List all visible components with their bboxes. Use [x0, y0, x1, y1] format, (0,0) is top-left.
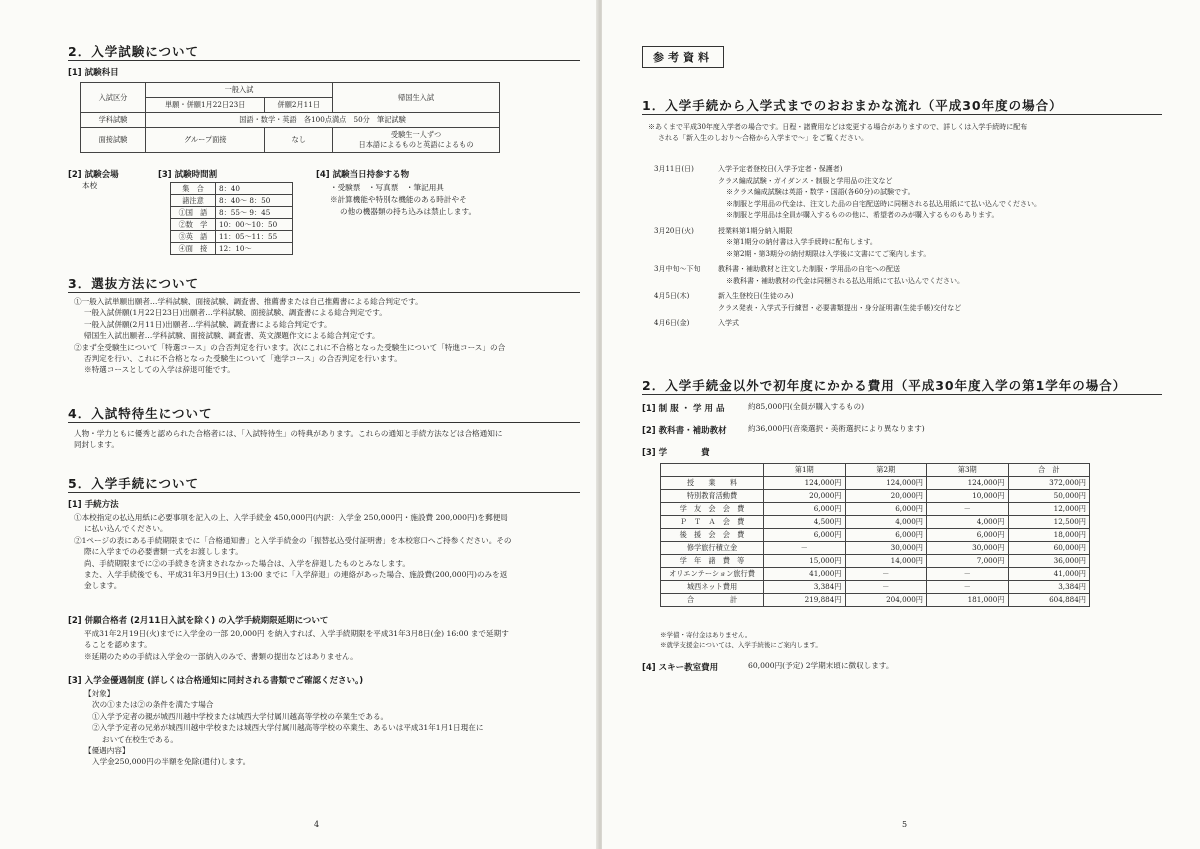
schedule-date: 3月20日(火) — [654, 226, 694, 235]
fee-amount: － — [764, 542, 846, 555]
schedule-line: 教科書・補助教材と注文した制服・学用品の自宅への配送 — [718, 265, 900, 273]
section-3-body: ①一般入試単願出願者…学科試験、面接試験、調査書、推薦書または自己推薦書による総合判定です。 一般入試併願(1月22日23日)出願者…学科試験、面接試験、調査書による総合判定です。 一般入試併願(2月11日)出願者…学科試験、調査書による総合判定です。 帰国生入試出願者…学科試験、面接試験、調査書、英文課題作文による総合判定です。 ②まず全受験生について「特選コース」の合否判定を行います。次にこれに不合格となった受験生について「特進コース」の合 否判定を行い、これに不合格となった受験生について「進学コース」の合否判定を行います。 ※特選コースとしての入学は辞退可能です。 — [74, 297, 506, 375]
flow-section-title: 1．入学手続から入学式までのおおまかな流れ（平成30年度の場合） — [642, 98, 1063, 113]
venue-value: 本校 — [82, 181, 98, 190]
procedure-heading: [1] 手続方法 — [68, 500, 119, 510]
fee-header-cell: 合 計 — [1008, 464, 1090, 477]
items-line: ※計算機能や特別な機能のある時計やそ — [330, 195, 467, 204]
costs-section-rule — [642, 394, 1162, 395]
fee-amount: 124,000円 — [845, 477, 927, 490]
schedule-line: 新入生登校日(生徒のみ) — [718, 292, 794, 300]
cost-ski-value: 60,000円(予定) 2学期末頃に徴収します。 — [748, 661, 894, 670]
schedule-date: 4月5日(木) — [654, 292, 690, 300]
fee-amount: － — [845, 581, 927, 594]
fee-row — [661, 477, 1090, 490]
fee-item-label: オリエンテーション旅行費 — [661, 568, 764, 581]
schedule-date: 3月11日(日) — [654, 165, 694, 173]
fee-amount: － — [845, 568, 927, 581]
schedule-line: ※制服と学用品は全員が購入するものの他に、希望者のみが購入するものもあります。 — [726, 211, 999, 219]
items-line: の他の機器類の持ち込みは禁止します。 — [340, 207, 477, 216]
deferral-heading: [2] 併願合格者 (2月11日入試を除く) の入学手続期限延期について — [68, 616, 329, 626]
fee-amount: 12,000円 — [1008, 503, 1090, 516]
exam-subjects-table — [80, 82, 500, 153]
fee-amount: 20,000円 — [845, 490, 927, 503]
fee-row — [661, 581, 1090, 594]
items-heading: [4] 試験当日持参する物 — [316, 170, 410, 180]
costs-section-title: 2．入学手続金以外で初年度にかかる費用（平成30年度入学の第1学年の場合） — [642, 378, 1127, 393]
fee-amount: 14,000円 — [845, 555, 927, 568]
timetable-row — [171, 231, 293, 243]
schedule-line: クラス発表・入学式予行練習・必要書類提出・身分証明書(生徒手帳)交付など — [718, 303, 962, 312]
cost-tuition-label: [3] 学 費 — [642, 448, 710, 458]
fee-header-cell — [661, 464, 764, 477]
venue-heading: [2] 試験会場 — [68, 170, 119, 180]
fee-amount: 18,000円 — [1008, 529, 1090, 542]
page-number: 5 — [902, 820, 908, 829]
cost-textbook-label: [2] 教科書・補助教材 — [642, 426, 727, 436]
timetable-heading: [3] 試験時間割 — [158, 170, 218, 180]
fee-row — [661, 516, 1090, 529]
flow-note: ※あくまで平成30年度入学者の場合です。日程・諸費用などは変更する場合がありますので、詳しくは入学手続時に配布 される「新入生のしおり～合格から入学まで～」をご覧ください。 — [648, 123, 1028, 142]
timetable-label: ③英 語 — [171, 231, 216, 243]
table-cell: 学科試験 — [81, 113, 146, 128]
fee-amount: 10,000円 — [927, 490, 1009, 503]
timetable-row — [171, 243, 293, 255]
cost-textbook-value: 約36,000円(音楽選択・美術選択により異なります) — [748, 424, 925, 433]
fee-amount: 60,000円 — [1008, 542, 1090, 555]
schedule-line: ※教科書・補助教材の代金は同梱される払込用紙にて払い込んでください。 — [726, 276, 964, 285]
fee-amount: 7,000円 — [927, 555, 1009, 568]
section-4-title: 4．入試特待生について — [68, 406, 213, 421]
fee-amount: 181,000円 — [927, 594, 1009, 607]
exam-subjects-heading: [1] 試験科目 — [68, 68, 119, 78]
table-cell: 一般入試 — [146, 83, 333, 98]
fee-amount: 3,384円 — [1008, 581, 1090, 594]
fee-amount: － — [927, 503, 1009, 516]
procedure-body: ①本校指定の払込用紙に必要事項を記入の上、入学手続金 450,000円(内訳：入学金 250,000円・施設費 200,000円)を郵便局 に払い込んでください。 ②1ページの表にある手続期限までに「合格通知書」と入学手続金の「振替払込受付証明書」を本校窓口へご持参ください。その 際に入学までの必要書類一式をお渡しします。 尚、手続期限までに②の手続きを済まされなかった場合は、入学を辞退したものとみなします。 また、入学手続後でも、平成31年3月9日(土) 13:00 までに「入学辞退」の連絡があった場合、施設費(200,000円)のみを返 金します。 — [74, 513, 512, 591]
fee-item-label: 特別教育活動費 — [661, 490, 764, 503]
timetable-label: 集 合 — [171, 183, 216, 195]
table-cell: 面接試験 — [81, 128, 146, 153]
fee-item-label: 城西ネット費用 — [661, 581, 764, 594]
fee-amount: 30,000円 — [927, 542, 1009, 555]
fee-row — [661, 542, 1090, 555]
timetable-label: ②数 学 — [171, 219, 216, 231]
fee-amount: 6,000円 — [764, 529, 846, 542]
fee-amount: 6,000円 — [764, 503, 846, 516]
deferral-body: 平成31年2月19日(火)までに入学金の一部 20,000円 を納入すれば、入学手続期限を平成31年3月8日(金) 16:00 まで延期す ることを認めます。 ※延期のための手続は入学金の一部納入のみで、書類の提出などはありません。 — [84, 629, 509, 661]
section-4-rule — [68, 422, 580, 423]
section-5-rule — [68, 492, 580, 493]
fee-header-cell: 第3期 — [927, 464, 1009, 477]
fee-item-label: 後 援 会 会 費 — [661, 529, 764, 542]
fee-header-cell: 第2期 — [845, 464, 927, 477]
schedule-line: ※クラス編成試験は英語・数学・国語(各60分)の試験です。 — [726, 188, 915, 196]
fee-amount: 6,000円 — [845, 529, 927, 542]
section-3-rule — [68, 292, 580, 293]
fee-amount: 124,000円 — [927, 477, 1009, 490]
fee-item-label: 修学旅行積立金 — [661, 542, 764, 555]
timetable-row — [171, 207, 293, 219]
section-4-body: 人物・学力ともに優秀と認められた合格者には、「入試特待生」の特典があります。これらの通知と手続方法などは合格通知に 同封します。 — [74, 429, 503, 450]
discount-body: 【対象】 次の①または②の条件を満たす場合 ①入学予定者の親が城西川越中学校または城西大学付属川越高等学校の卒業生である。 ②入学予定者の兄弟が城西川越中学校または城西大学付属川越高等学校の卒業生、あるいは平成31年1月1日現在に おいて在校生である。 【優遇内容】 入学金250,000円の半額を免除(還付)します。 — [84, 689, 484, 767]
fee-amount: 20,000円 — [764, 490, 846, 503]
schedule-date: 4月6日(金) — [654, 319, 690, 327]
fee-amount: － — [927, 581, 1009, 594]
fee-amount: 204,000円 — [845, 594, 927, 607]
fee-item-label: 学 年 諸 費 等 — [661, 555, 764, 568]
timetable-time: 8：40～ 8：50 — [216, 195, 293, 207]
fee-item-label: 学 友 会 会 費 — [661, 503, 764, 516]
fee-note: ※学債・寄付金はありません。 ※就学支援金については、入学手続後にご案内します。 — [660, 631, 822, 649]
schedule-line: 授業料第1期分納入期限 — [718, 226, 793, 235]
items-line: ・受験票 ・写真票 ・筆記用具 — [330, 183, 444, 192]
fee-item-label: Ｐ Ｔ Ａ 会 費 — [661, 516, 764, 529]
timetable-label: 諸注意 — [171, 195, 216, 207]
schedule-line: ※第1期分の納付書は入学手続時に配布します。 — [726, 238, 877, 246]
section-2-rule — [68, 60, 580, 61]
timetable-time: 11：05～11：55 — [216, 231, 293, 243]
timetable-row — [171, 219, 293, 231]
fee-amount: 6,000円 — [845, 503, 927, 516]
table-cell: 帰国生入試 — [333, 83, 500, 113]
cost-uniform-value: 約85,000円(全員が購入するもの) — [748, 402, 865, 411]
right-page — [602, 0, 1200, 849]
fee-amount: 124,000円 — [764, 477, 846, 490]
timetable-time: 12：10～ — [216, 243, 293, 255]
table-cell: 国語・数学・英語 各100点満点 50分 筆記試験 — [146, 113, 500, 128]
fee-amount: 372,000円 — [1008, 477, 1090, 490]
fee-item-label: 合 計 — [661, 594, 764, 607]
table-cell: グループ面接 — [146, 128, 265, 153]
fee-row — [661, 568, 1090, 581]
left-page — [0, 0, 598, 849]
timetable-label: ④面 接 — [171, 243, 216, 255]
fee-item-label: 授 業 料 — [661, 477, 764, 490]
fee-amount: 4,000円 — [845, 516, 927, 529]
table-cell: なし — [265, 128, 333, 153]
cost-ski-label: [4] スキー教室費用 — [642, 663, 719, 673]
fee-amount: 604,884円 — [1008, 594, 1090, 607]
fee-amount: 50,000円 — [1008, 490, 1090, 503]
fee-amount: － — [927, 568, 1009, 581]
fee-amount: 36,000円 — [1008, 555, 1090, 568]
fee-amount: 219,884円 — [764, 594, 846, 607]
timetable-table — [170, 182, 293, 255]
section-2-title: 2．入学試験について — [68, 44, 199, 59]
section-5-title: 5．入学手続について — [68, 476, 199, 491]
timetable-time: 10：00～10：50 — [216, 219, 293, 231]
fee-row — [661, 529, 1090, 542]
table-cell: 入試区分 — [81, 83, 146, 113]
schedule-line: ※制服と学用品の代金は、注文した品の自宅配送時に同梱される払込用紙にて払い込んでください。 — [726, 199, 1041, 208]
timetable-time: 8：40 — [216, 183, 293, 195]
fee-amount: 3,384円 — [764, 581, 846, 594]
discount-heading: [3] 入学金優遇制度 (詳しくは合格通知に同封される書類でご確認ください。) — [68, 676, 364, 686]
fee-row — [661, 490, 1090, 503]
table-cell: 単願・併願1月22日23日 — [146, 98, 265, 113]
section-3-title: 3．選抜方法について — [68, 276, 199, 291]
flow-section-rule — [642, 114, 1162, 115]
page-number: 4 — [314, 820, 320, 829]
schedule-line: ※第2期・第3期分の納付期限は入学後に文書にてご案内します。 — [726, 249, 931, 258]
tuition-table — [660, 463, 1090, 607]
fee-amount: 4,500円 — [764, 516, 846, 529]
fee-row — [661, 555, 1090, 568]
fee-row — [661, 503, 1090, 516]
fee-amount: 4,000円 — [927, 516, 1009, 529]
timetable-label: ①国 語 — [171, 207, 216, 219]
table-cell: 併願2月11日 — [265, 98, 333, 113]
fee-amount: 12,500円 — [1008, 516, 1090, 529]
fee-row — [661, 594, 1090, 607]
timetable-row — [171, 183, 293, 195]
fee-amount: 6,000円 — [927, 529, 1009, 542]
schedule-line: クラス編成試験・ガイダンス・制服と学用品の注文など — [718, 176, 893, 185]
fee-amount: 41,000円 — [764, 568, 846, 581]
reference-box-title: 参考資料 — [642, 46, 724, 68]
timetable-time: 8：55～ 9：45 — [216, 207, 293, 219]
table-cell: 受験生一人ずつ 日本語によるものと英語によるもの — [333, 128, 500, 153]
cost-uniform-label: [1] 制 服 ・ 学 用 品 — [642, 404, 725, 414]
fee-amount: 30,000円 — [845, 542, 927, 555]
timetable-row — [171, 195, 293, 207]
fee-amount: 41,000円 — [1008, 568, 1090, 581]
schedule-line: 入学式 — [718, 319, 739, 327]
schedule-date: 3月中旬～下旬 — [654, 265, 701, 273]
schedule-line: 入学予定者登校日(入学予定者・保護者) — [718, 165, 843, 173]
fee-header-cell: 第1期 — [764, 464, 846, 477]
fee-amount: 15,000円 — [764, 555, 846, 568]
